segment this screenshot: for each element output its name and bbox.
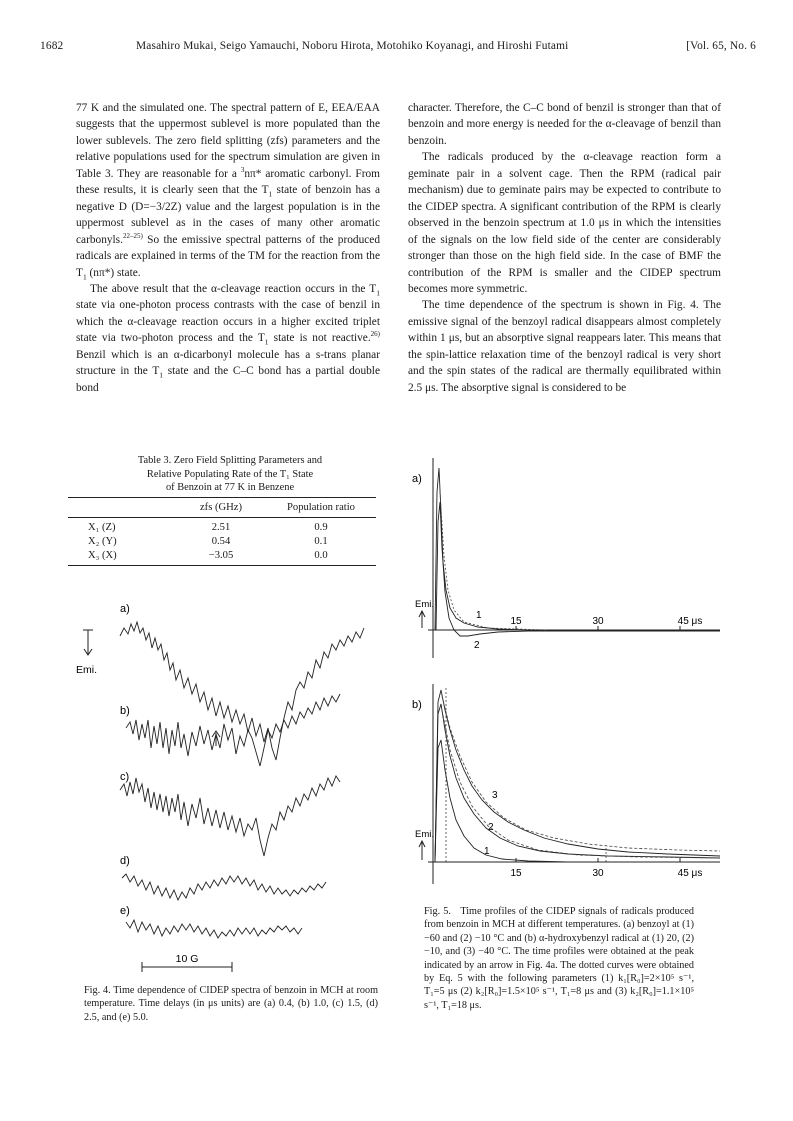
fig5-b-curve-label-3: 3 xyxy=(492,790,498,801)
fig5-b-curve-label-2: 2 xyxy=(488,822,494,833)
fig5-caption xyxy=(424,905,694,1012)
left-paragraph-1: 77 K and the simulated one. The spectral pattern of E, EEA/EAA suggests that the uppermost sublevel is more populated than the lower sublevels. The zero field splitting (zfs) parameters and the relative populations used for the spectrum simulation are given in Table 3. They are reasonable for a $^3$nπ* aromatic carbonyl. From these results, it is clearly seen that the $T_1$ state of benzoin has a negative D (D=−3/2Z) value and the largest population is in the uppermost sublevel as in the cases of many other aromatic carbonyls.$^{22-25)}$ So the emissive spectral patterns of the produced radicals are explained in terms of the TM for the reaction from the $T_1$ (nπ*) state. xyxy=(76,102,380,281)
fig5-a-curve-label-2: 2 xyxy=(474,640,480,651)
spectrum-trace-e xyxy=(126,920,302,938)
fig5-b-fit-3 xyxy=(442,696,720,851)
left-column-text xyxy=(76,100,380,396)
fig4-label-c: c) xyxy=(120,771,130,783)
right-paragraph-2: The radicals produced by the α-cleavage reaction form a geminate pair in a solvent cage. Then the RPM (radical pair mechanism) due to geminate pairs may be expected to contribute to the CIDEP spectra. A significant contribution of the RPM is clearly observed in the benzoin spectrum at 1.0 μs in which the intensities of the signals on the low field side of the center are considerably stronger than those on the high field side. In the case of BMF the contribution of the RPM is smaller and the CIDEP spectrum becomes more symmetric. xyxy=(408,151,721,295)
emission-arrow-icon xyxy=(419,611,425,628)
figure-4 xyxy=(70,598,390,978)
spectrum-trace-b xyxy=(126,694,340,766)
fig5-b-emi-label: Emi. xyxy=(415,829,434,840)
header-volume: [Vol. 65, No. 6 xyxy=(686,40,756,52)
emission-arrow-icon-b xyxy=(419,841,425,860)
fig4-label-b: b) xyxy=(120,705,130,717)
fig5-a-emi-label: Emi. xyxy=(415,599,434,610)
fig5-a-curve-1 xyxy=(435,468,720,630)
fig4-label-e: e) xyxy=(120,905,130,917)
fig5-a-tick-15: 15 xyxy=(510,616,522,627)
emission-direction-icon xyxy=(83,630,93,655)
spectrum-trace-d xyxy=(122,874,326,900)
right-column-text xyxy=(408,100,721,396)
fig4-caption: Fig. 4. Time dependence of CIDEP spectra of benzoin in MCH at room temperature. Time delays (in μs units) are (a) 0.4, (b) 1.0, (c) 1.5, (d) 2.5, and (e) 5.0. xyxy=(84,985,378,1023)
fig5-b-curve-1 xyxy=(435,740,720,862)
fig5-a-tick-45: 45 μs xyxy=(677,616,703,627)
table-row: X₁ (Z) 2.51 0.9 xyxy=(88,522,328,533)
fig5-caption-body: Time profiles of the CIDEP signals of radicals produced from benzoin in MCH at different temperatures. (a) benzoyl at (1) −60 and (2) −10 °C and (b) α-hydroxybenzyl radical at (1) 20, (2) −10, and (3) −40 °C. The time profiles were obtained at the peak indicated by an arrow in Fig. 4a. The dotted curves were obtained by Eq. 5 with the following parameters (1) k₁[R₀]=2×10⁵ s⁻¹, T₁=5 μs (2) k₂[R₀]=1.5×10⁵ s⁻¹, T₁=8 μs and (3) k₂[R₀]=1.1×10⁵ s⁻¹, T₁=18 μs. xyxy=(424,906,695,1011)
fig5-a-curve-label-1: 1 xyxy=(476,610,482,621)
fig5-b-fit-2 xyxy=(442,710,720,858)
fig5-panel-a-label: a) xyxy=(412,473,422,485)
fig5-b-tick-15: 15 xyxy=(510,868,522,879)
fig5-a-tick-30: 30 xyxy=(592,616,604,627)
fig5-b-tick-30: 30 xyxy=(592,868,604,879)
fig4-label-a: a) xyxy=(120,603,130,615)
table3-caption: Table 3. Zero Field Splitting Parameters and Relative Populating Rate of the T₁ State of Benzoin at 77 K in Benzene xyxy=(137,455,323,493)
header-authors: Masahiro Mukai, Seigo Yamauchi, Noboru Hirota, Motohiko Koyanagi, and Hiroshi Futami xyxy=(136,40,569,52)
page-number: 1682 xyxy=(40,40,64,52)
fig5-b-curve-label-1: 1 xyxy=(484,846,490,857)
fig5-panel-b-label: b) xyxy=(412,699,422,711)
spectrum-trace-c xyxy=(120,776,340,856)
fig5-b-tick-45: 45 μs xyxy=(677,868,703,879)
fig5-b-curve-2 xyxy=(435,704,720,862)
fig5-a-fit-1 xyxy=(440,492,548,630)
left-paragraph-2: The above result that the α-cleavage reaction occurs in the $T_1$ state via one-photon process contrasts with the case of benzil in which the α-cleavage reaction occurs in a higher excited triplet state via two-photon process and the $T_1$ state is not reactive.$^{26)}$ Benzil which is an α-dicarbonyl molecule has a s-trans planar structure in the $T_1$ state and the C–C bond has a partial double bond xyxy=(76,282,381,394)
fig5-caption-lead: Fig. 5. xyxy=(424,906,451,917)
right-paragraph-1: character. Therefore, the C–C bond of benzil is stronger than that of benzoin and more energy is needed for the α-cleavage of benzil than benzoin. xyxy=(408,102,721,147)
fig5-panel-a-axes xyxy=(428,458,720,658)
fig5-b-curve-3 xyxy=(435,690,720,862)
running-header xyxy=(40,40,756,58)
figure-5 xyxy=(408,452,726,890)
table-row: X₂ (Y) 0.54 0.1 xyxy=(88,536,328,547)
fig4-scale-label: 10 G xyxy=(175,953,199,965)
table3 xyxy=(68,497,376,566)
fig4-emi-label: Emi. xyxy=(76,664,97,676)
table-header-row: zfs (GHz) Population ratio xyxy=(68,498,376,518)
right-paragraph-3: The time dependence of the spectrum is shown in Fig. 4. The emissive signal of the benzoyl radical disappears almost completely within 1 μs, but an absorptive signal reappears later. This means that the spin-lattice relaxation time of the benzoyl radical is very short and the spin states of the radical are thermally equilibrated within 2.5 μs. The absorptive signal is considered to be xyxy=(408,299,721,394)
fig4-label-d: d) xyxy=(120,855,130,867)
table-row: X₃ (X) −3.05 0.0 xyxy=(68,549,376,566)
